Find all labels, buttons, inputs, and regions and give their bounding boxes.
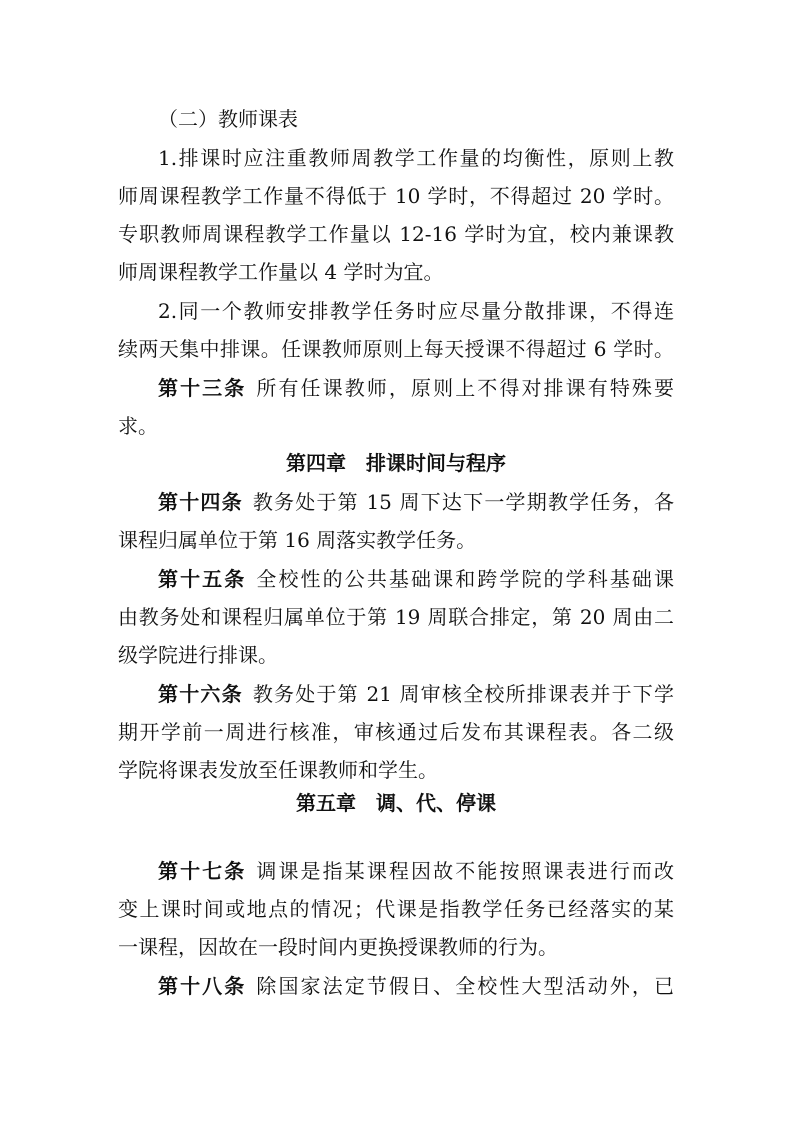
article-text: 全校性的公共基础课和跨学院的学科基础课 <box>256 567 675 591</box>
article-label: 第十三条 <box>158 376 247 400</box>
article-label: 第十八条 <box>158 974 247 998</box>
paragraph-line: 专职教师周课程教学工作量以 12-16 学时为宜，校内兼课教 <box>118 222 674 246</box>
chapter-5-title: 第五章 调、代、停课 <box>296 791 496 815</box>
paragraph-line: 由教务处和课程归属单位于第 19 周联合排定，第 20 周由二 <box>118 605 674 629</box>
paragraph-line: 学院将课表发放至任课教师和学生。 <box>118 758 438 782</box>
article-text: 除国家法定节假日、全校性大型活动外，已 <box>256 974 675 998</box>
article-label: 第十五条 <box>158 567 247 591</box>
paragraph-line: 续两天集中排课。任课教师原则上每天授课不得超过 6 学时。 <box>118 337 674 361</box>
article-13-line <box>158 368 674 408</box>
section-title-teacher-timetable: （二）教师课表 <box>158 107 298 131</box>
paragraph-line: 期开学前一周进行核准，审核通过后发布其课程表。各二级 <box>118 720 674 744</box>
article-label: 第十七条 <box>158 859 247 883</box>
article-label: 第十六条 <box>158 682 243 706</box>
paragraph-line: 级学院进行排课。 <box>118 643 278 667</box>
article-text: 所有任课教师，原则上不得对排课有特殊要 <box>256 376 675 400</box>
article-label: 第十四条 <box>158 490 243 514</box>
paragraph-line: 2.同一个教师安排教学任务时应尽量分散排课，不得连 <box>158 299 674 323</box>
paragraph-line: 师周课程教学工作量以 4 学时为宜。 <box>118 260 444 284</box>
article-15-line <box>158 559 674 599</box>
paragraph-line: 求。 <box>118 414 158 438</box>
article-text: 调课是指某课程因故不能按照课表进行而改 <box>256 859 675 883</box>
article-18-line <box>158 966 674 1006</box>
paragraph-line: 师周课程教学工作量不得低于 10 学时，不得超过 20 学时。 <box>118 184 674 208</box>
chapter-4-title: 第四章 排课时间与程序 <box>286 451 506 475</box>
article-16-line <box>158 674 674 714</box>
paragraph-line: 一课程，因故在一段时间内更换授课教师的行为。 <box>118 935 558 959</box>
article-text: 教务处于第 15 周下达下一学期教学任务，各 <box>252 490 674 514</box>
article-text: 教务处于第 21 周审核全校所排课表并于下学 <box>252 682 674 706</box>
paragraph-line: 变上课时间或地点的情况；代课是指教学任务已经落实的某 <box>118 897 674 921</box>
article-14-line <box>158 482 674 522</box>
article-17-line <box>158 851 674 891</box>
paragraph-line: 1.排课时应注重教师周教学工作量的均衡性，原则上教 <box>158 146 674 170</box>
paragraph-line: 课程归属单位于第 16 周落实教学任务。 <box>118 528 477 552</box>
